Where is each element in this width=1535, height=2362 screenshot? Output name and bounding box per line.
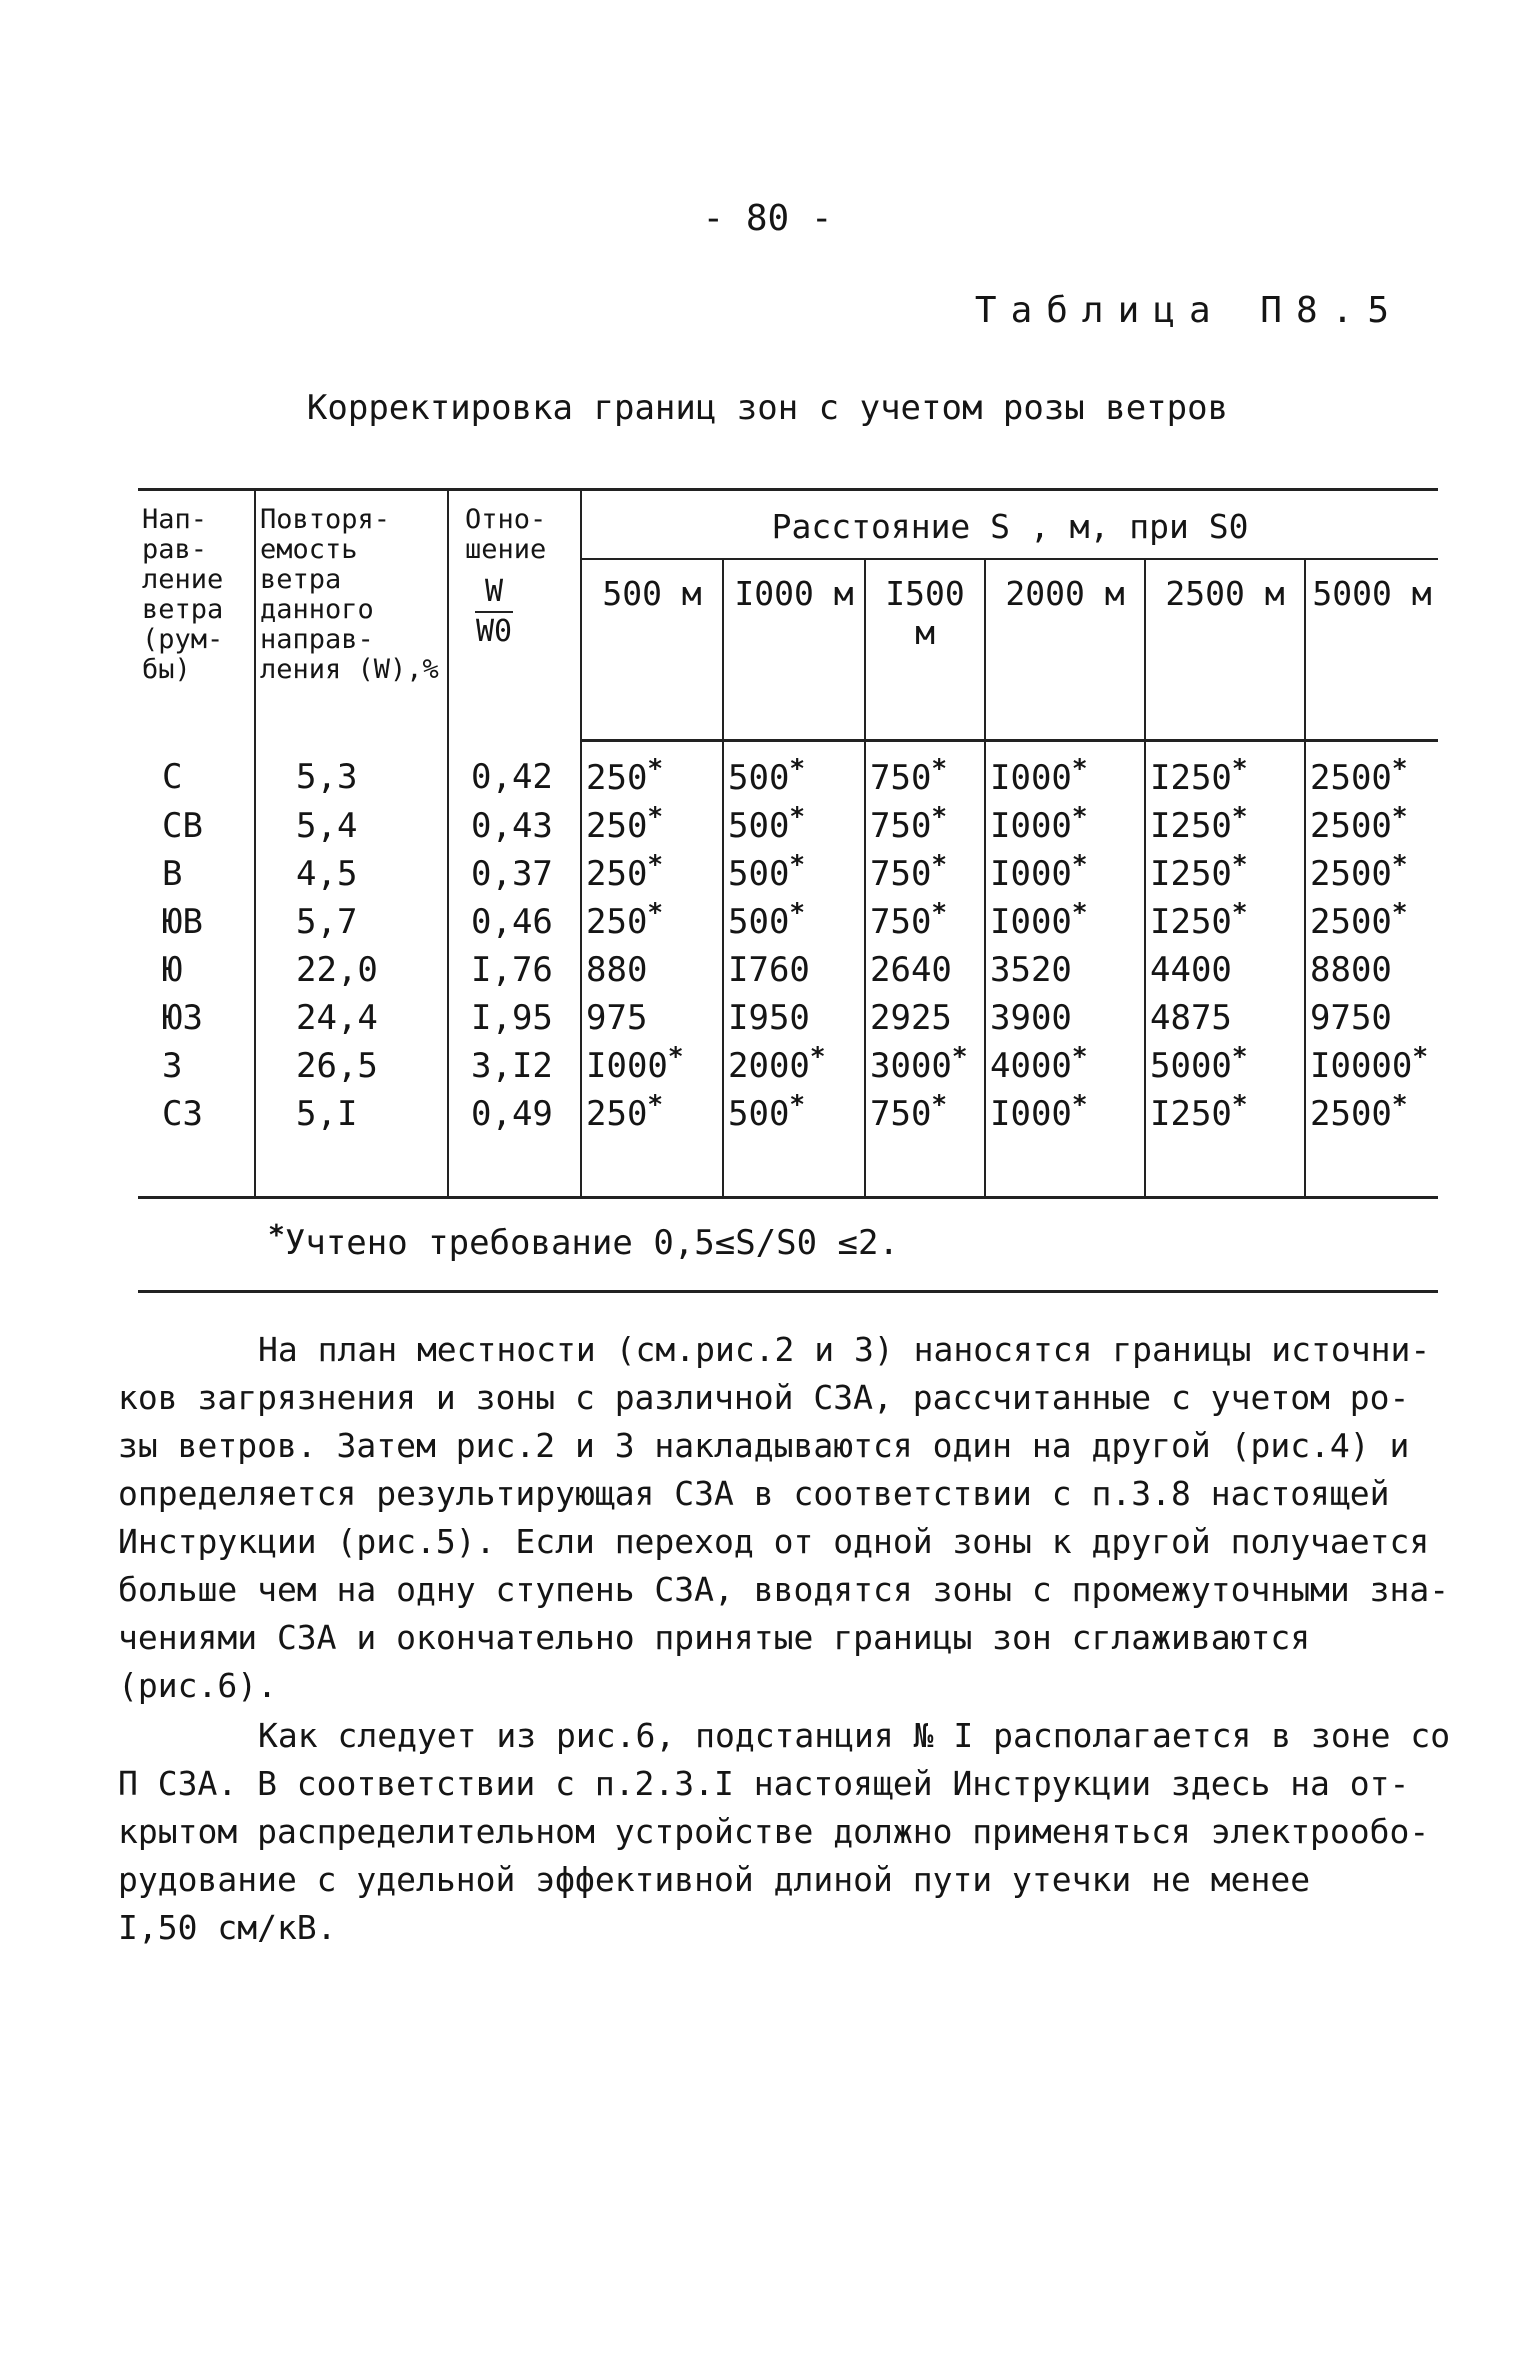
cell-distance: 975 (581, 994, 723, 1042)
cell-distance: 250* (581, 1090, 723, 1198)
asterisk-mark: * (789, 802, 806, 832)
cell-distance: 9750 (1305, 994, 1438, 1042)
cell-distance: 500* (723, 850, 865, 898)
text-line: определяется результирующая СЗА в соответствии с п.3.8 настоящей (118, 1474, 1390, 1513)
paragraph-1 (118, 1326, 1448, 1710)
asterisk-mark: * (1071, 1090, 1088, 1120)
asterisk-mark: * (931, 802, 948, 832)
asterisk-mark: * (931, 1090, 948, 1120)
cell-ratio: 0,46 (448, 898, 581, 946)
cell-distance: I000* (985, 898, 1145, 946)
text-line: (рис.6). (118, 1666, 277, 1705)
cell-distance: I0000* (1305, 1042, 1438, 1090)
cell-distance: 4000* (985, 1042, 1145, 1090)
asterisk-mark: * (1231, 850, 1248, 880)
asterisk-mark: * (1071, 898, 1088, 928)
cell-repeatability: 5,3 (255, 741, 448, 803)
asterisk-mark: * (667, 1042, 684, 1072)
table-row (138, 1090, 1438, 1198)
asterisk-mark: * (1391, 850, 1408, 880)
asterisk-mark: * (789, 850, 806, 880)
cell-distance: 5000* (1145, 1042, 1305, 1090)
cell-repeatability: 4,5 (255, 850, 448, 898)
asterisk-mark: * (951, 1042, 968, 1072)
header-ratio: Отно- шение $\frac{W}{W0}$ (448, 490, 581, 741)
asterisk-mark: * (1391, 1090, 1408, 1120)
text-line: Инструкции (рис.5). Если переход от одной зоны к другой получается (118, 1522, 1430, 1561)
cell-direction: С (162, 756, 183, 797)
cell-distance: I250* (1145, 898, 1305, 946)
cell-distance: 500* (723, 741, 865, 803)
header-distance-1500: I500 м (865, 559, 985, 741)
table-row (138, 898, 1438, 946)
cell-direction: З (162, 1046, 183, 1086)
header-direction: Нап- рав- ление ветра (рум- бы) (142, 504, 224, 685)
table-row (138, 1042, 1438, 1090)
asterisk-mark: * (1231, 1090, 1248, 1120)
asterisk-mark: * (809, 1042, 826, 1072)
cell-distance: 880 (581, 946, 723, 994)
asterisk-mark: * (1071, 850, 1088, 880)
text-line: ков загрязнения и зоны с различной СЗА, рассчитанные с учетом ро- (118, 1378, 1410, 1417)
page-number: - 80 - (702, 198, 833, 239)
cell-direction: СЗ (162, 1094, 203, 1134)
cell-ratio: 0,42 (448, 741, 581, 803)
asterisk-mark: * (931, 850, 948, 880)
cell-distance: 2500* (1305, 741, 1438, 803)
cell-distance: I760 (723, 946, 865, 994)
text-line: Как следует из рис.6, подстанция № I располагается в зоне со (258, 1716, 1451, 1755)
asterisk-mark: * (647, 754, 664, 784)
cell-ratio: 0,43 (448, 802, 581, 850)
table-row (138, 802, 1438, 850)
asterisk-mark: * (1231, 898, 1248, 928)
cell-distance: 500* (723, 1090, 865, 1198)
cell-distance: 750* (865, 802, 985, 850)
cell-distance: 2640 (865, 946, 985, 994)
cell-ratio: I,95 (448, 994, 581, 1042)
header-repeatability: Повторя- емость ветра данного направ- ления (W),% (255, 490, 448, 741)
cell-distance: 2500* (1305, 802, 1438, 850)
cell-distance: 2000* (723, 1042, 865, 1090)
cell-repeatability: 5,4 (255, 802, 448, 850)
cell-ratio: 0,37 (448, 850, 581, 898)
wind-rose-table (138, 488, 1438, 1199)
footnote-rule (138, 1290, 1438, 1293)
cell-distance: 3520 (985, 946, 1145, 994)
asterisk-mark: * (789, 1090, 806, 1120)
cell-distance: 250* (581, 802, 723, 850)
asterisk-mark: * (1231, 802, 1248, 832)
cell-distance: 3000* (865, 1042, 985, 1090)
cell-distance: 4875 (1145, 994, 1305, 1042)
table-title: Корректировка границ зон с учетом розы ветров (306, 388, 1229, 428)
cell-direction: ЮЗ (162, 998, 203, 1038)
cell-distance: I000* (985, 741, 1145, 803)
cell-distance: 2500* (1305, 850, 1438, 898)
text-line: больше чем на одну ступень СЗА, вводятся зоны с промежуточными зна- (118, 1570, 1450, 1609)
cell-distance: I250* (1145, 741, 1305, 803)
asterisk-mark: * (1071, 754, 1088, 784)
cell-distance: I250* (1145, 850, 1305, 898)
cell-distance: 2500* (1305, 1090, 1438, 1198)
cell-direction: В (162, 854, 183, 894)
cell-direction: СВ (162, 806, 203, 846)
cell-distance: I000* (985, 802, 1145, 850)
cell-distance: 2925 (865, 994, 985, 1042)
table-row (138, 994, 1438, 1042)
cell-repeatability: 24,4 (255, 994, 448, 1042)
cell-distance: 500* (723, 898, 865, 946)
asterisk-mark: * (1231, 1042, 1248, 1072)
cell-distance: 750* (865, 1090, 985, 1198)
cell-distance: I000* (985, 1090, 1145, 1198)
cell-distance: 750* (865, 850, 985, 898)
asterisk-mark: * (647, 898, 664, 928)
cell-distance: I250* (1145, 1090, 1305, 1198)
asterisk-mark: * (1412, 1042, 1429, 1072)
ratio-fraction: $\frac{W}{W0}$ (475, 574, 513, 649)
asterisk-mark: * (647, 802, 664, 832)
text-line: П СЗА. В соответствии с п.2.3.I настоящей Инструкции здесь на от- (118, 1764, 1410, 1803)
header-distance-2000: 2000 м (985, 559, 1145, 741)
footnote: *Учтено требование 0,5≤S/S0 ≤2. (268, 1218, 899, 1263)
text-line: крытом распределительном устройстве должно применяться электрообо- (118, 1812, 1430, 1851)
header-distance-group: Расстояние S , м, при S0 (581, 490, 1438, 560)
cell-distance: I000* (581, 1042, 723, 1090)
header-distance-1000: I000 м (723, 559, 865, 741)
asterisk-mark: * (789, 754, 806, 784)
cell-ratio: 0,49 (448, 1090, 581, 1198)
cell-direction: Ю (162, 950, 183, 990)
header-distance-2500: 2500 м (1145, 559, 1305, 741)
cell-distance: I000* (985, 850, 1145, 898)
table-label: Таблица П8.5 (974, 290, 1403, 331)
asterisk-mark: * (789, 898, 806, 928)
cell-ratio: 3,I2 (448, 1042, 581, 1090)
cell-ratio: I,76 (448, 946, 581, 994)
text-line: I,50 см/кВ. (118, 1908, 337, 1947)
cell-repeatability: 22,0 (255, 946, 448, 994)
cell-distance: 500* (723, 802, 865, 850)
cell-repeatability: 5,I (255, 1090, 448, 1198)
text-line: рудование с удельной эффективной длиной пути утечки не менее (118, 1860, 1311, 1899)
cell-distance: 3900 (985, 994, 1145, 1042)
asterisk-mark: * (1071, 1042, 1088, 1072)
asterisk-mark: * (1391, 898, 1408, 928)
cell-distance: 4400 (1145, 946, 1305, 994)
text-line: чениями СЗА и окончательно принятые границы зон сглаживаются (118, 1618, 1311, 1657)
asterisk-mark: * (1071, 802, 1088, 832)
cell-distance: 250* (581, 850, 723, 898)
text-line: зы ветров. Затем рис.2 и 3 накладываются один на другой (рис.4) и (118, 1426, 1410, 1465)
asterisk-mark: * (1391, 802, 1408, 832)
asterisk-mark: * (931, 898, 948, 928)
text-line: На план местности (см.рис.2 и 3) наносятся границы источни- (258, 1330, 1431, 1369)
footnote-star: * (268, 1218, 285, 1251)
paragraph-2 (118, 1712, 1451, 1952)
cell-distance: 2500* (1305, 898, 1438, 946)
header-distance-500: 500 м (581, 559, 723, 741)
asterisk-mark: * (1391, 754, 1408, 784)
cell-distance: 750* (865, 898, 985, 946)
cell-repeatability: 5,7 (255, 898, 448, 946)
cell-direction: ЮВ (162, 902, 203, 942)
table-row (138, 850, 1438, 898)
asterisk-mark: * (931, 754, 948, 784)
table-row (138, 741, 1438, 803)
cell-distance: 750* (865, 741, 985, 803)
header-distance-5000: 5000 м (1305, 559, 1438, 741)
cell-distance: 250* (581, 741, 723, 803)
table-row (138, 946, 1438, 994)
cell-distance: 250* (581, 898, 723, 946)
cell-distance: I250* (1145, 802, 1305, 850)
cell-repeatability: 26,5 (255, 1042, 448, 1090)
asterisk-mark: * (1231, 754, 1248, 784)
cell-distance: I950 (723, 994, 865, 1042)
asterisk-mark: * (647, 850, 664, 880)
cell-distance: 8800 (1305, 946, 1438, 994)
asterisk-mark: * (647, 1090, 664, 1120)
